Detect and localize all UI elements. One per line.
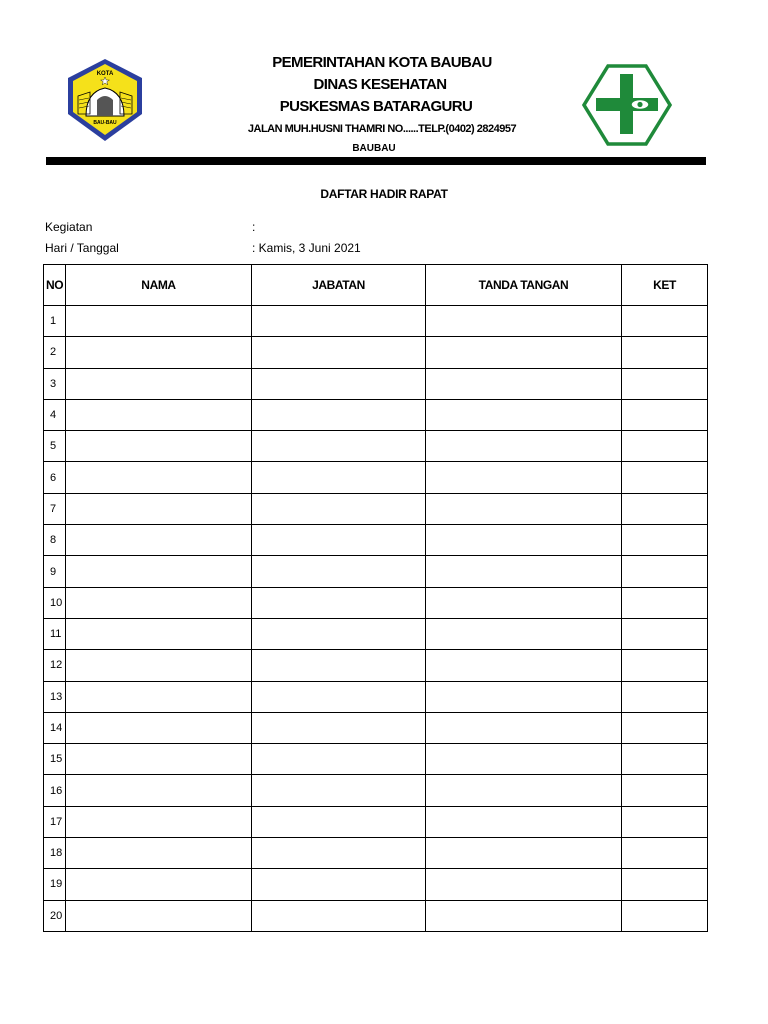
row-number: 13 bbox=[44, 681, 66, 712]
attendance-table bbox=[43, 264, 708, 932]
ket-cell[interactable] bbox=[622, 306, 708, 337]
column-header-ket: KET bbox=[622, 265, 708, 306]
ket-cell[interactable] bbox=[622, 399, 708, 430]
nama-cell[interactable] bbox=[66, 399, 252, 430]
table-row bbox=[44, 900, 708, 931]
row-number: 19 bbox=[44, 869, 66, 900]
jabatan-cell[interactable] bbox=[252, 838, 426, 869]
table-row bbox=[44, 306, 708, 337]
ket-cell[interactable] bbox=[622, 806, 708, 837]
column-header-no: NO bbox=[44, 265, 66, 306]
table-row bbox=[44, 806, 708, 837]
letterhead-institution: PUSKESMAS BATARAGURU bbox=[279, 98, 473, 115]
row-number: 12 bbox=[44, 650, 66, 681]
table-row bbox=[44, 618, 708, 649]
tanda-tangan-cell[interactable] bbox=[426, 900, 622, 931]
row-number: 2 bbox=[44, 337, 66, 368]
tanda-tangan-cell[interactable] bbox=[426, 587, 622, 618]
column-header-nama: NAMA bbox=[66, 265, 252, 306]
row-number: 5 bbox=[44, 431, 66, 462]
jabatan-cell[interactable] bbox=[252, 806, 426, 837]
tanda-tangan-cell[interactable] bbox=[426, 806, 622, 837]
ket-cell[interactable] bbox=[622, 838, 708, 869]
jabatan-cell[interactable] bbox=[252, 775, 426, 806]
ket-cell[interactable] bbox=[622, 869, 708, 900]
nama-cell[interactable] bbox=[66, 712, 252, 743]
tanda-tangan-cell[interactable] bbox=[426, 869, 622, 900]
ket-cell[interactable] bbox=[622, 493, 708, 524]
meta-value-hari-tanggal: : Kamis, 3 Juni 2021 bbox=[252, 241, 361, 255]
nama-cell[interactable] bbox=[66, 744, 252, 775]
ket-cell[interactable] bbox=[622, 744, 708, 775]
jabatan-cell[interactable] bbox=[252, 587, 426, 618]
ket-cell[interactable] bbox=[622, 462, 708, 493]
nama-cell[interactable] bbox=[66, 462, 252, 493]
ket-cell[interactable] bbox=[622, 650, 708, 681]
meta-label-hari-tanggal: Hari / Tanggal bbox=[45, 241, 119, 255]
row-number: 8 bbox=[44, 525, 66, 556]
ket-cell[interactable] bbox=[622, 525, 708, 556]
ket-cell[interactable] bbox=[622, 775, 708, 806]
jabatan-cell[interactable] bbox=[252, 493, 426, 524]
jabatan-cell[interactable] bbox=[252, 368, 426, 399]
tanda-tangan-cell[interactable] bbox=[426, 399, 622, 430]
puskesmas-logo-icon bbox=[582, 64, 672, 146]
table-row bbox=[44, 775, 708, 806]
jabatan-cell[interactable] bbox=[252, 556, 426, 587]
row-number: 11 bbox=[44, 618, 66, 649]
tanda-tangan-cell[interactable] bbox=[426, 525, 622, 556]
meta-label-kegiatan: Kegiatan bbox=[45, 220, 93, 234]
table-row bbox=[44, 587, 708, 618]
table-row bbox=[44, 744, 708, 775]
tanda-tangan-cell[interactable] bbox=[426, 838, 622, 869]
nama-cell[interactable] bbox=[66, 775, 252, 806]
tanda-tangan-cell[interactable] bbox=[426, 462, 622, 493]
tanda-tangan-cell[interactable] bbox=[426, 650, 622, 681]
nama-cell[interactable] bbox=[66, 838, 252, 869]
table-row bbox=[44, 399, 708, 430]
jabatan-cell[interactable] bbox=[252, 650, 426, 681]
table-header-row bbox=[44, 265, 708, 306]
row-number: 4 bbox=[44, 399, 66, 430]
ket-cell[interactable] bbox=[622, 556, 708, 587]
jabatan-cell[interactable] bbox=[252, 681, 426, 712]
emblem-text-bottom: BAU-BAU bbox=[93, 120, 117, 126]
nama-cell[interactable] bbox=[66, 900, 252, 931]
table-row bbox=[44, 869, 708, 900]
jabatan-cell[interactable] bbox=[252, 431, 426, 462]
nama-cell[interactable] bbox=[66, 556, 252, 587]
jabatan-cell[interactable] bbox=[252, 525, 426, 556]
tanda-tangan-cell[interactable] bbox=[426, 775, 622, 806]
nama-cell[interactable] bbox=[66, 587, 252, 618]
row-number: 3 bbox=[44, 368, 66, 399]
table-row bbox=[44, 838, 708, 869]
row-number: 6 bbox=[44, 462, 66, 493]
column-header-tanda-tangan: TANDA TANGAN bbox=[426, 265, 622, 306]
row-number: 18 bbox=[44, 838, 66, 869]
meta-value-kegiatan: : bbox=[252, 220, 256, 234]
jabatan-cell[interactable] bbox=[252, 712, 426, 743]
tanda-tangan-cell[interactable] bbox=[426, 556, 622, 587]
nama-cell[interactable] bbox=[66, 337, 252, 368]
row-number: 1 bbox=[44, 306, 66, 337]
ket-cell[interactable] bbox=[622, 337, 708, 368]
ket-cell[interactable] bbox=[622, 368, 708, 399]
tanda-tangan-cell[interactable] bbox=[426, 431, 622, 462]
jabatan-cell[interactable] bbox=[252, 462, 426, 493]
nama-cell[interactable] bbox=[66, 869, 252, 900]
row-number: 10 bbox=[44, 587, 66, 618]
jabatan-cell[interactable] bbox=[252, 337, 426, 368]
letterhead-divider bbox=[46, 157, 706, 165]
ket-cell[interactable] bbox=[622, 618, 708, 649]
emblem-text-top: KOTA bbox=[96, 71, 114, 77]
tanda-tangan-cell[interactable] bbox=[426, 744, 622, 775]
table-row bbox=[44, 681, 708, 712]
nama-cell[interactable] bbox=[66, 431, 252, 462]
table-row bbox=[44, 712, 708, 743]
table-row bbox=[44, 337, 708, 368]
row-number: 16 bbox=[44, 775, 66, 806]
table-row bbox=[44, 431, 708, 462]
jabatan-cell[interactable] bbox=[252, 618, 426, 649]
nama-cell[interactable] bbox=[66, 525, 252, 556]
ket-cell[interactable] bbox=[622, 431, 708, 462]
row-number: 20 bbox=[44, 900, 66, 931]
row-number: 14 bbox=[44, 712, 66, 743]
nama-cell[interactable] bbox=[66, 493, 252, 524]
letterhead-address: JALAN MUH.HUSNI THAMRI NO......TELP.(0402) 2824957 bbox=[247, 123, 517, 135]
tanda-tangan-cell[interactable] bbox=[426, 712, 622, 743]
tanda-tangan-cell[interactable] bbox=[426, 681, 622, 712]
ket-cell[interactable] bbox=[622, 900, 708, 931]
column-header-jabatan: JABATAN bbox=[252, 265, 426, 306]
letterhead-city: BAUBAU bbox=[352, 143, 396, 154]
tanda-tangan-cell[interactable] bbox=[426, 368, 622, 399]
tanda-tangan-cell[interactable] bbox=[426, 337, 622, 368]
nama-cell[interactable] bbox=[66, 368, 252, 399]
table-row bbox=[44, 650, 708, 681]
jabatan-cell[interactable] bbox=[252, 869, 426, 900]
nama-cell[interactable] bbox=[66, 306, 252, 337]
tanda-tangan-cell[interactable] bbox=[426, 493, 622, 524]
attendance-table-body bbox=[44, 306, 708, 932]
jabatan-cell[interactable] bbox=[252, 900, 426, 931]
table-row bbox=[44, 493, 708, 524]
ket-cell[interactable] bbox=[622, 587, 708, 618]
table-row bbox=[44, 525, 708, 556]
row-number: 17 bbox=[44, 806, 66, 837]
ket-cell[interactable] bbox=[622, 681, 708, 712]
letterhead-government: PEMERINTAHAN KOTA BAUBAU bbox=[272, 54, 492, 71]
table-row bbox=[44, 462, 708, 493]
jabatan-cell[interactable] bbox=[252, 744, 426, 775]
table-row bbox=[44, 368, 708, 399]
tanda-tangan-cell[interactable] bbox=[426, 306, 622, 337]
row-number: 15 bbox=[44, 744, 66, 775]
ket-cell[interactable] bbox=[622, 712, 708, 743]
nama-cell[interactable] bbox=[66, 806, 252, 837]
table-row bbox=[44, 556, 708, 587]
tanda-tangan-cell[interactable] bbox=[426, 618, 622, 649]
row-number: 9 bbox=[44, 556, 66, 587]
row-number: 7 bbox=[44, 493, 66, 524]
nama-cell[interactable] bbox=[66, 618, 252, 649]
jabatan-cell[interactable] bbox=[252, 399, 426, 430]
nama-cell[interactable] bbox=[66, 650, 252, 681]
letterhead-department: DINAS KESEHATAN bbox=[313, 76, 447, 93]
nama-cell[interactable] bbox=[66, 681, 252, 712]
jabatan-cell[interactable] bbox=[252, 306, 426, 337]
document-title: DAFTAR HADIR RAPAT bbox=[320, 187, 448, 201]
